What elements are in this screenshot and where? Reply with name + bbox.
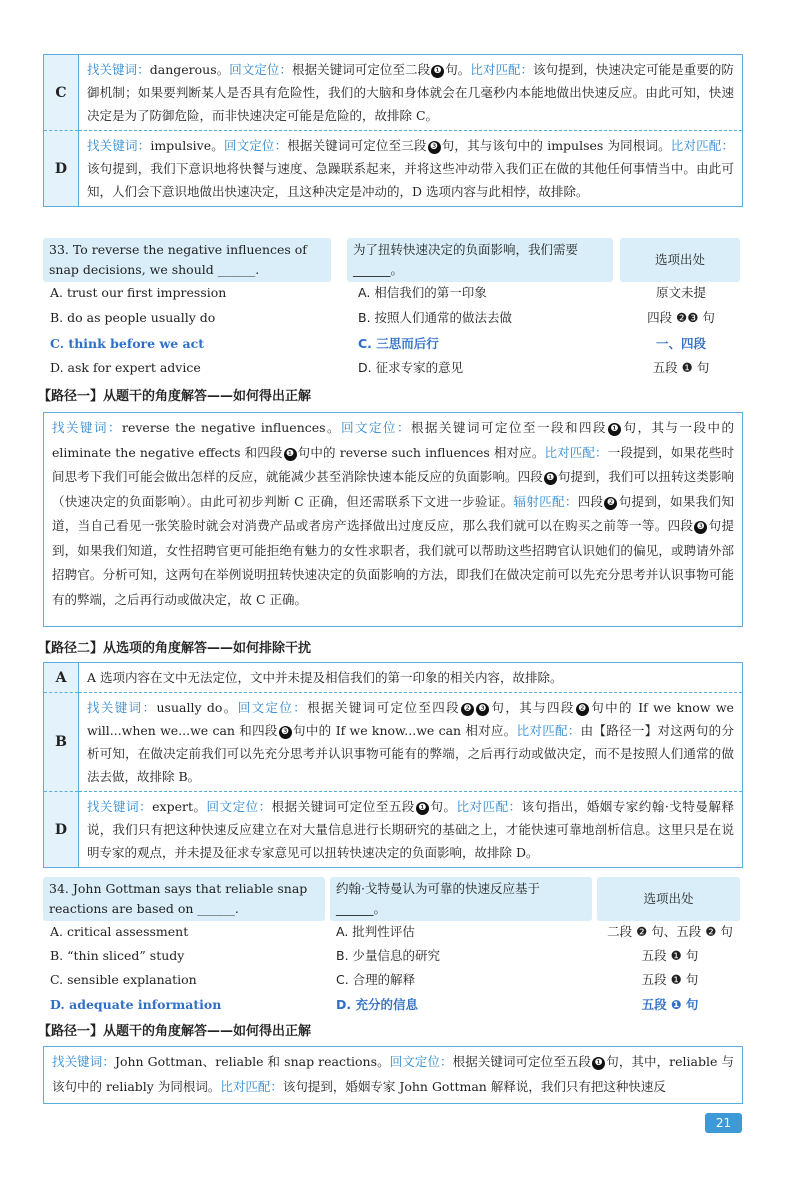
q33-option-d-src: 五段 ❶ 句: [652, 360, 710, 375]
q33-route1-box: 找关键词：reverse the negative influences。回文定位：根据关键词可定位至一段和四段 ❶ 句，其与一段中的 eliminate the negative effects 和四段 ❶ 句中的 reverse such influences 相对应。比对匹配：一段提到，如果花些时间思考下我们可能会做出怎样的反应，就能减少甚至消除快速本能反应的负面影响。四段 ❶ 句提到，我们可以扭转这类影响（快速决定的负面影响）。由此可初步判断 C 正确，但还需联系下文进一步验证。辐射匹配：四段 ❷ 句提到，如果我们知道，当自己看见一张笑脸时就会对消费产品或者房产选择做出过度反应，那么我们就可以在购买之前等一等。四段 ❸ 句提到，如果我们知道，女性招聘官更可能拒绝有魅力的女性求职者，我们就可以帮助这些招聘官认识她们的偏见，或聘请外部招聘官。分析可知，这两句在举例说明扭转快速决定的负面影响的方法，即我们在做决定前可以先充分思考并认识事物可能有的弊端，之后再行动或做决定，故 C 正确。: [43, 412, 743, 627]
find-keyword-label: 找关键词：: [87, 138, 151, 153]
q33-route2-title: 【路径二】从选项的角度解答——如何排除干扰: [38, 641, 312, 656]
q34-stem-en: 34. John Gottman says that reliable snap reactions are based on ______.: [43, 877, 325, 921]
q33-option-b-src: 四段 ❷❸ 句: [647, 310, 715, 325]
radiate-label: 辐射匹配：: [513, 493, 578, 509]
compare-label: 比对匹配：: [670, 138, 734, 153]
q33-option-d-cn: D. 征求专家的意见: [358, 360, 464, 375]
q34-option-a-src: 二段 ❷ 句、五段 ❷ 句: [607, 924, 733, 939]
q33-option-c-src: 一、四段: [655, 336, 706, 351]
q33-route2-a-row: A A 选项内容在文中无法定位，文中并未提及相信我们的第一印象的相关内容，故排除。: [44, 663, 743, 693]
locate-label: 回文定位：: [223, 138, 288, 153]
page-number: 21: [705, 1113, 742, 1133]
q34-stem-cn: 约翰·戈特曼认为可靠的快速反应基于______。: [330, 877, 592, 921]
q34-option-d-en-answer: D. adequate information: [50, 997, 222, 1012]
option-label: C: [44, 55, 79, 131]
q33-option-b-en: B. do as people usually do: [50, 310, 216, 325]
q34-option-d-src: 五段 ❶ 句: [641, 997, 699, 1012]
q33-option-a-src: 原文未提: [655, 285, 706, 300]
q34-option-c-src: 五段 ❶ 句: [641, 972, 699, 987]
q33-option-c-cn-answer: C. 三思而后行: [358, 336, 439, 351]
q33-stem-en: 33. To reverse the negative influences of snap decisions, we should ______.: [43, 238, 331, 282]
q33-source-header: 选项出处: [620, 238, 740, 282]
option-analysis: 找关键词：impulsive。回文定位：根据关键词可定位至三段 ❸ 句，其与该句中的 impulses 为同根词。比对匹配：该句提到，我们下意识地将快餐与速度、急躁联系起来，并将这些冲动带入我们正在做的其他任何事情当中。由此可知，人们会下意识地做出快速决定，且这种决定是冲动的，D 选项内容与此相悖，故排除。: [79, 131, 743, 207]
q32-option-c-row: [44, 55, 743, 131]
locate-label: 回文定位：: [229, 62, 293, 77]
q33-route2-table: [43, 662, 743, 868]
circled-number: ❶: [431, 65, 444, 78]
option-analysis: 找关键词：dangerous。回文定位：根据关键词可定位至二段 ❶ 句。比对匹配：该句提到，快速决定可能是重要的防御机制；如果要判断某人是否具有危险性，我们的大脑和身体就会在几毫秒内本能地做出快速反应。由此可知，快速决定是为了防御危险，而非快速决定可能是危险的，故排除 C。: [87, 62, 734, 123]
option-label: D: [44, 131, 79, 207]
q33-option-b-cn: B. 按照人们通常的做法去做: [358, 310, 513, 325]
q33-route2-d-row: D 找关键词：expert。回文定位：根据关键词可定位至五段 ❶ 句。比对匹配：该句指出，婚姻专家约翰·戈特曼解释说，我们只有把这种快速反应建立在对大量信息进行长期研究的基础之上，才能快速可靠地剖析信息。这里只是在说明专家的观点，并未提及征求专家意见可以扭转快速决定的负面影响，故排除 D。: [44, 792, 743, 868]
q34-route1-title: 【路径一】从题干的角度解答——如何得出正解: [38, 1024, 312, 1039]
q34-option-d-cn-answer: D. 充分的信息: [336, 997, 418, 1012]
q34-option-c-en: C. sensible explanation: [50, 972, 197, 987]
q33-stem-cn: 为了扭转快速决定的负面影响，我们需要______。: [347, 238, 613, 282]
q33-option-c-en-answer: C. think before we act: [50, 336, 204, 351]
q33-option-d-en: D. ask for expert advice: [50, 360, 201, 375]
q34-option-a-cn: A. 批判性评估: [336, 924, 415, 939]
q33-option-a-en: A. trust our first impression: [50, 285, 227, 300]
q34-option-b-src: 五段 ❶ 句: [641, 948, 699, 963]
q34-option-b-cn: B. 少量信息的研究: [336, 948, 441, 963]
q34-route1-box: 找关键词：John Gottman、reliable 和 snap reactions。回文定位：根据关键词可定位至五段 ❶ 句，其中，reliable 与该句中的 reliably 为同根词。比对匹配：该句提到，婚姻专家 John Gottman 解释说，我们只有把这种快速反: [43, 1046, 743, 1104]
q33-option-a-cn: A. 相信我们的第一印象: [358, 285, 487, 300]
compare-label: 比对匹配：: [470, 62, 534, 77]
q32-option-d-row: [44, 131, 743, 207]
q34-source-header: 选项出处: [597, 877, 740, 921]
find-keyword-label: 找关键词：: [87, 62, 150, 77]
keyword-text: dangerous。: [149, 62, 230, 77]
q34-option-b-en: B. “thin sliced” study: [50, 948, 185, 963]
q34-option-a-en: A. critical assessment: [50, 924, 189, 939]
circled-number: ❸: [428, 141, 441, 154]
q33-route1-title: 【路径一】从题干的角度解答——如何得出正解: [38, 389, 312, 404]
q33-route2-b-row: B 找关键词：usually do。回文定位：根据关键词可定位至四段 ❷ ❸ 句，其与四段 ❷ 句中的 If we know we will...when we...we can 和四段 ❸ 句中的 If we know...we can 相对应。比对匹配：由【路径一】对这两句的分析可知，在做决定前我们可以先充分思考并认识事物可能有的弊端，之后再行动或做决定，而不是按照人们通常的做法去做，故排除 B。: [44, 693, 743, 792]
q34-option-c-cn: C. 合理的解释: [336, 972, 416, 987]
q32-options-table: [43, 54, 743, 207]
